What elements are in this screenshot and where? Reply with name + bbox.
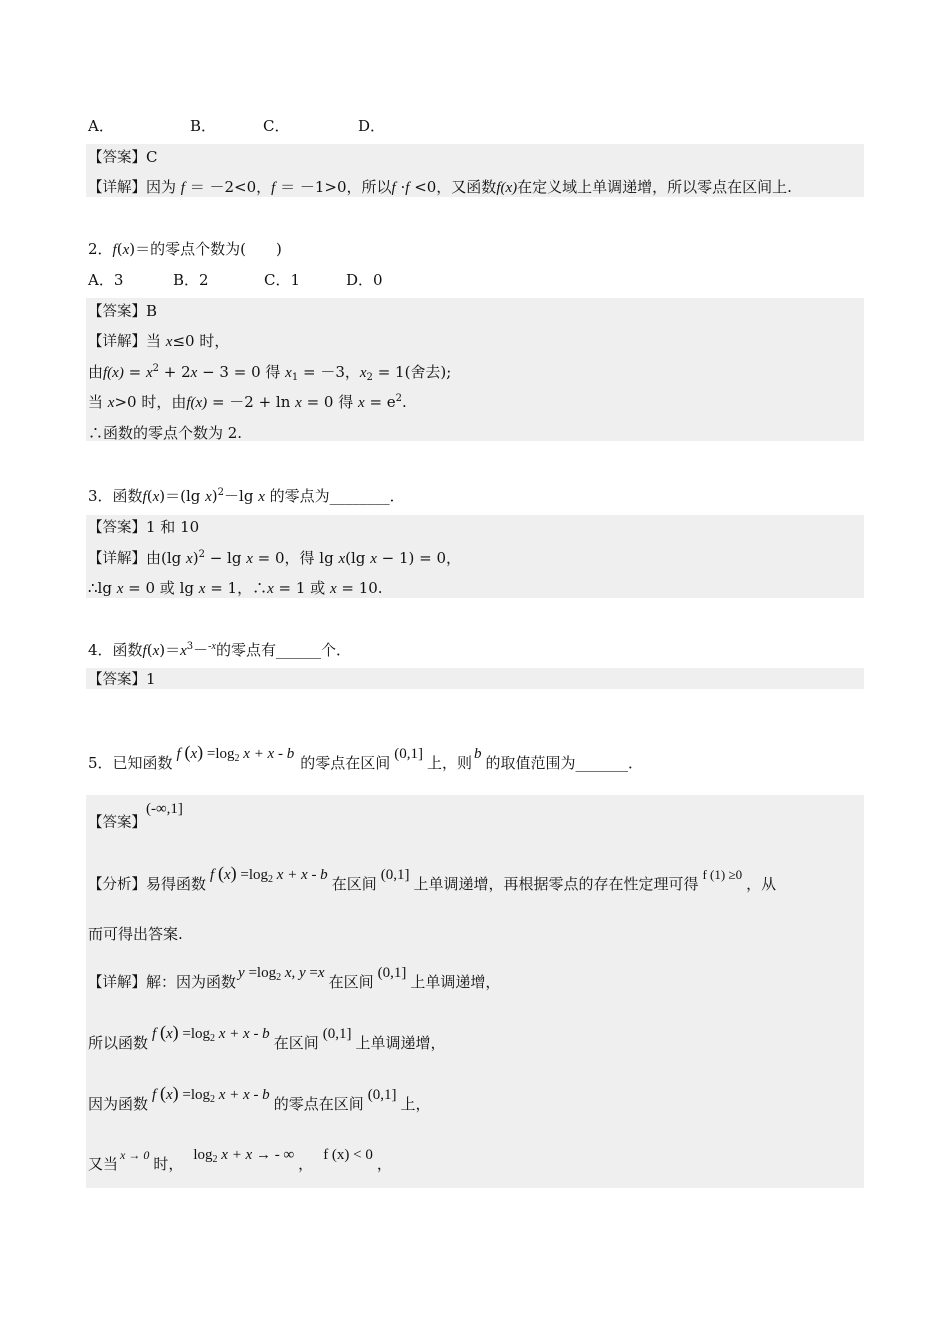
q5-b: b (474, 746, 482, 762)
q1-detail: 【详解】因为 f ＝ －2<0，f ＝ －1>0，所以f ·f <0，又函数f(x)在定义域上单调递增，所以零点在区间上. (88, 178, 792, 196)
detail-label: 【详解】 (88, 975, 146, 991)
q5-interval: (0,1] (367, 1087, 397, 1103)
q2-detail-line2: 由$f(x) = x^2 + 2x - 3 = 0$ 得 $x_1 = -3$，$x_2 = 1$(舍去); (88, 363, 452, 383)
q5-function: f $(x) =\log_2$ x + x - b (210, 863, 328, 885)
q5-answer (88, 801, 183, 833)
q3-detail-line2: ∴lg x = 0 或 lg x = 1，∴x = 1 或 x = 10. (88, 579, 383, 597)
q2-detail-line4: ∴函数的零点个数为 2. (88, 424, 243, 442)
q5-detail-line3: 因为函数 f $(x) =\log_2$ x + x - b 的零点在区间 (0,1] 上， (88, 1083, 431, 1113)
answer-value: 1 (146, 670, 156, 688)
q5-detail-line2: 所以函数 f $(x) =\log_2$ x + x - b 在区间 (0,1] 上单调递增， (88, 1022, 446, 1052)
q1-option-b: B． (190, 117, 217, 135)
q4-answer (88, 669, 156, 690)
answer-value: C (146, 148, 158, 166)
q1-options (88, 116, 385, 136)
q5-stem: 5．已知函数 f $(x) =\log_2$ x + x - b 的零点在区间 (0,1] 上，则 b 的取值范围为_______． (88, 742, 644, 772)
q5-function: f $(x) =\log_2$ x + x - b (152, 1083, 270, 1105)
q2-stem: 2．f(x)＝的零点个数为( ) (88, 240, 282, 258)
q5-function: f $(x) =\log_2$ x + x - b (176, 742, 295, 764)
q2-option-d: D．0 (346, 271, 383, 289)
q5-interval: (0,1] (380, 867, 410, 883)
q5-detail-line1: 【详解】解：因为函数 $y =\log_2$ x, y =x 在区间 (0,1] 上单调递增， (88, 965, 501, 991)
q5-interval: (0,1] (394, 746, 423, 762)
q1-option-a: A． (88, 117, 114, 135)
q5-detail-line4: 又当 $^{x \to 0}$ 时， $\log_2 x + x$ → - ∞ ， f (x) < 0 ， (88, 1147, 392, 1173)
detail-label: 【详解】 (88, 334, 146, 350)
answer-label: 【答案】 (88, 815, 146, 831)
q4-answer-block (86, 668, 864, 689)
detail-label: 【详解】 (88, 551, 146, 567)
q2-answer (88, 301, 157, 322)
analysis-label: 【分析】 (88, 877, 146, 893)
q3-answer (88, 517, 199, 538)
q1-option-d: D． (358, 117, 386, 135)
answer-value: B (146, 302, 158, 320)
q5-f1-condition: f (1) ≥0 (702, 867, 743, 882)
answer-value: (-∞,1] (146, 801, 183, 817)
q2-detail-line3: 当 x>0 时，由f(x) = －2 + ln x = 0 得 $x = e^2$. (88, 393, 407, 411)
q5-function: f $(x) =\log_2$ x + x - b (152, 1022, 270, 1044)
q2-option-a: A．3 (88, 271, 124, 289)
q2-options (88, 270, 383, 290)
q1-answer (88, 147, 157, 168)
q3-detail-line1: 【详解】由(lg x)$^2$ − lg x = 0，得 lg x(lg x − 1) = 0， (88, 549, 462, 567)
q1-option-c: C． (263, 117, 290, 135)
answer-label: 【答案】 (88, 520, 146, 536)
q5-analysis-line2: 而可得出答案. (88, 925, 183, 943)
q4-stem: 4．函数$f(x)=x^3-^{-x}$的零点有______个． (88, 641, 351, 659)
q2-option-b: B．2 (173, 271, 209, 289)
q2-option-c: C．1 (264, 271, 301, 289)
detail-label: 【详解】 (88, 180, 146, 196)
q5-interval: (0,1] (377, 965, 407, 981)
q5-interval: (0,1] (322, 1026, 352, 1042)
q5-analysis-line1: 【分析】易得函数 f $(x) =\log_2$ x + x - b 在区间 (0,1] 上单调递增，再根据零点的存在性定理可得f (1) ≥0，从 (88, 863, 777, 893)
q2-detail-line1: 【详解】当 x≤0 时， (88, 332, 230, 350)
answer-label: 【答案】 (88, 150, 146, 166)
answer-value: 1 和 10 (146, 518, 200, 536)
q3-stem: 3．函数f(x)＝(lg x)$^2$－lg x 的零点为________． (88, 487, 405, 505)
answer-label: 【答案】 (88, 304, 146, 320)
answer-label: 【答案】 (88, 672, 146, 688)
